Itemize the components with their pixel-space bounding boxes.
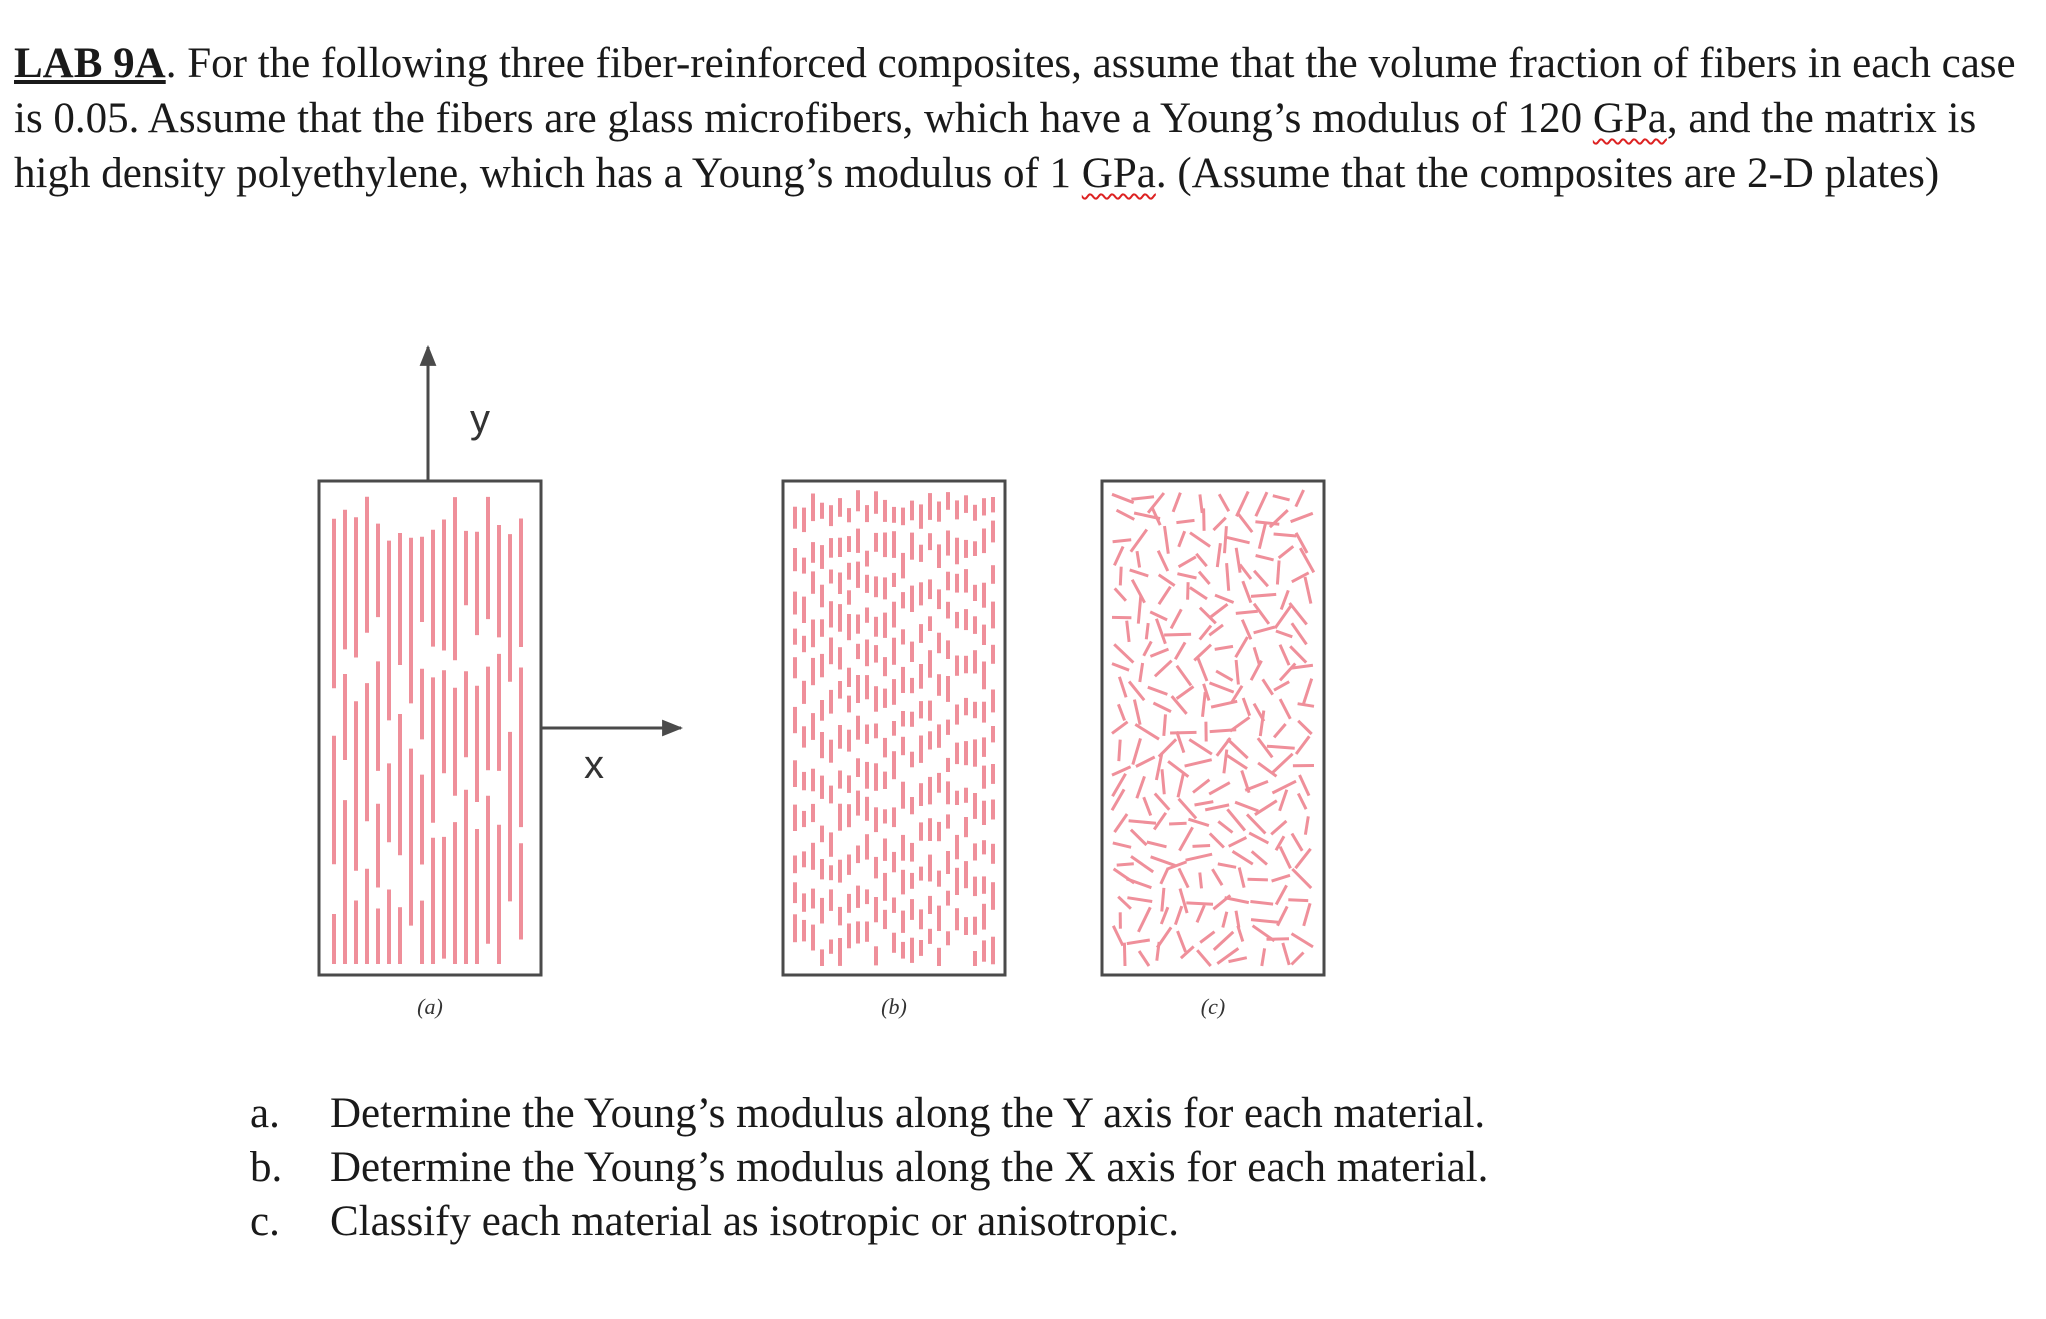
fiber	[1235, 802, 1258, 811]
fiber	[1130, 570, 1149, 576]
fiber	[1254, 604, 1269, 624]
fiber	[1159, 575, 1175, 586]
fiber	[1245, 781, 1268, 790]
fiber	[1272, 875, 1290, 881]
fiber	[1159, 587, 1171, 605]
fiber	[1292, 953, 1304, 965]
fiber	[1240, 565, 1251, 580]
fiber	[1197, 950, 1211, 966]
fiber	[1200, 873, 1202, 889]
fiber	[1298, 721, 1312, 734]
fiber	[1198, 658, 1207, 681]
fiber	[1214, 518, 1226, 530]
fiber	[1139, 951, 1149, 966]
fiber	[1153, 703, 1171, 712]
fiber	[1281, 590, 1288, 609]
fiber	[1113, 926, 1123, 946]
fiber	[1132, 580, 1144, 603]
fiber	[1211, 604, 1228, 617]
fiber	[1236, 911, 1239, 928]
fiber	[1137, 776, 1145, 798]
fiber	[1259, 522, 1266, 549]
fiber	[1233, 851, 1253, 864]
question-list	[250, 1087, 1488, 1249]
fiber	[1115, 814, 1128, 832]
fiber	[1296, 736, 1309, 754]
fiber	[1280, 699, 1290, 719]
fiber	[1175, 906, 1181, 925]
fiber	[1224, 750, 1227, 774]
fiber	[1129, 682, 1144, 701]
fiber	[1131, 497, 1154, 500]
question-marker: a.	[250, 1090, 280, 1137]
fiber	[1131, 856, 1153, 872]
fiber	[1305, 577, 1311, 604]
question-item	[250, 1195, 1488, 1249]
fiber	[1112, 494, 1134, 502]
fiber	[1219, 494, 1229, 511]
fiber	[1177, 687, 1194, 699]
fiber	[1290, 603, 1307, 624]
fiber	[1230, 717, 1249, 731]
fiber	[1162, 769, 1164, 794]
fiber	[1251, 661, 1261, 681]
fiber	[1203, 692, 1206, 717]
fiber	[1148, 687, 1168, 694]
fiber	[1115, 588, 1126, 600]
fiber	[1214, 932, 1234, 950]
fiber	[1178, 774, 1183, 798]
fiber	[1114, 547, 1123, 566]
fibers-c	[1112, 490, 1314, 966]
fiber	[1267, 939, 1290, 940]
fiber	[1140, 663, 1143, 682]
fiber	[1185, 760, 1212, 766]
fiber	[1193, 846, 1211, 847]
fiber	[1227, 756, 1247, 769]
fiber	[1172, 696, 1187, 714]
fiber	[1119, 740, 1120, 762]
fiber	[1150, 649, 1168, 656]
fiber	[1267, 746, 1295, 748]
fiber	[1227, 809, 1245, 830]
fiber	[1158, 551, 1168, 571]
x-axis-label: x	[584, 743, 604, 787]
fiber	[1175, 642, 1185, 659]
fibers-a	[334, 497, 521, 964]
fiber	[1291, 513, 1313, 521]
fiber	[1210, 833, 1224, 847]
fiber	[1133, 738, 1141, 764]
fiber	[1303, 679, 1311, 705]
fiber	[1272, 781, 1296, 793]
fiber	[1252, 851, 1267, 864]
fiber	[1118, 704, 1124, 720]
fiber	[1112, 664, 1129, 671]
fiber	[1205, 805, 1229, 810]
fiber	[1112, 722, 1128, 734]
fiber	[1250, 902, 1273, 905]
fiber	[1225, 898, 1249, 903]
fiber	[1144, 641, 1152, 655]
fiber	[1178, 931, 1186, 952]
fiber	[1292, 869, 1311, 888]
fiber	[1151, 857, 1176, 866]
fiber	[1155, 794, 1170, 810]
fiber	[1276, 631, 1292, 637]
fiber	[1171, 609, 1181, 628]
fiber	[1134, 700, 1140, 725]
question-text: Determine the Young’s modulus along the Y axis for each material.	[330, 1090, 1486, 1137]
fiber	[1190, 533, 1210, 547]
fiber	[1173, 493, 1180, 512]
fiber	[1204, 508, 1205, 530]
fiber	[1292, 834, 1302, 851]
fiber	[1131, 530, 1147, 552]
fiber	[1243, 581, 1251, 603]
fiber	[1256, 556, 1274, 560]
fiber	[1223, 912, 1227, 928]
fiber	[1164, 714, 1166, 736]
fiber	[1229, 958, 1247, 962]
question-marker: c.	[250, 1198, 280, 1245]
fiber	[1138, 596, 1141, 624]
lab-title: LAB 9A	[14, 40, 166, 87]
fiber	[1236, 660, 1238, 685]
fiber	[1127, 879, 1152, 888]
fiber	[1196, 554, 1206, 566]
fiber	[1156, 753, 1162, 780]
fiber	[1188, 819, 1209, 825]
matrix-modulus-unit: GPa	[1081, 150, 1156, 197]
caption-a: (a)	[417, 994, 443, 1019]
fibers-b	[795, 490, 993, 966]
fiber	[1227, 537, 1250, 542]
fiber	[1164, 634, 1191, 635]
question-marker: b.	[250, 1144, 283, 1191]
fiber	[1170, 732, 1196, 733]
fiber	[1131, 830, 1147, 845]
fiber	[1247, 814, 1265, 833]
fiber	[1274, 724, 1286, 737]
fiber	[1127, 898, 1152, 902]
fiber	[1237, 492, 1249, 517]
fiber	[1288, 900, 1308, 901]
fiber	[1275, 605, 1291, 628]
fiber	[1119, 677, 1126, 698]
fiber	[1113, 843, 1131, 847]
panel-b	[783, 481, 1005, 975]
fiber	[1280, 645, 1289, 665]
fiber	[1243, 698, 1250, 716]
fiber	[1127, 621, 1129, 642]
fiber	[1179, 799, 1197, 819]
fiber	[1120, 567, 1121, 586]
fiber	[1304, 903, 1310, 926]
fiber	[1210, 683, 1234, 692]
fiber	[1254, 627, 1275, 633]
fiber	[1215, 595, 1234, 602]
fiber	[1254, 571, 1268, 587]
fiber	[1277, 561, 1279, 585]
fiber	[1238, 513, 1252, 532]
fiber	[1280, 790, 1287, 811]
fiber	[1216, 671, 1233, 680]
question-item	[250, 1141, 1488, 1195]
panel-c	[1102, 481, 1324, 975]
fiber	[1225, 526, 1227, 553]
fiber	[1305, 816, 1308, 834]
fiber	[1218, 821, 1232, 832]
fiber	[1279, 546, 1294, 558]
fiber	[1189, 740, 1212, 755]
fiber	[1274, 682, 1289, 691]
fiber	[1300, 775, 1310, 796]
fiber	[1227, 563, 1229, 591]
fiber	[1186, 903, 1213, 904]
fiber	[1193, 780, 1209, 793]
fiber	[1177, 574, 1196, 578]
fiber	[1180, 827, 1193, 850]
fiber	[1239, 868, 1244, 888]
fiber	[1274, 534, 1297, 536]
fiber	[1280, 664, 1295, 681]
y-axis-label: y	[470, 397, 490, 441]
fiber	[1229, 838, 1247, 847]
fiber	[1179, 868, 1188, 887]
fiber	[1273, 496, 1290, 500]
fiber	[1290, 646, 1306, 662]
caption-c: (c)	[1200, 994, 1226, 1019]
fiber	[1177, 666, 1191, 686]
fiber	[1255, 801, 1277, 815]
fiber	[1298, 704, 1314, 707]
fiber	[1113, 540, 1132, 542]
fiber	[1155, 661, 1172, 677]
fiber	[1179, 531, 1185, 547]
fiber	[1273, 754, 1293, 773]
question-text: Determine the Young’s modulus along the X axis for each material.	[330, 1144, 1489, 1191]
fiber	[1199, 572, 1210, 584]
intro-text-3: . (Assume that the composites are 2-D plates)	[1155, 150, 1940, 197]
fiber	[1263, 679, 1273, 694]
fiber	[1137, 551, 1140, 567]
fiber	[1135, 724, 1159, 739]
fiber	[1296, 849, 1311, 868]
fiber	[1195, 802, 1214, 805]
question-text: Classify each material as isotropic or anisotropic.	[330, 1198, 1179, 1245]
fiber-modulus-unit: GPa	[1592, 95, 1667, 142]
fiber	[1200, 932, 1214, 943]
caption-b: (b)	[881, 994, 907, 1019]
fiber	[1138, 907, 1150, 932]
fiber	[1296, 490, 1304, 507]
fiber	[1169, 823, 1187, 824]
fiber	[1292, 934, 1314, 947]
plate-a-frame	[319, 481, 541, 975]
fiber	[1248, 879, 1268, 880]
fiber	[1190, 588, 1207, 599]
fiber	[1236, 637, 1248, 657]
question-item	[250, 1087, 1488, 1141]
fiber	[1262, 948, 1265, 966]
fiber	[1114, 644, 1133, 662]
fiber	[1197, 905, 1204, 922]
fiber	[1124, 943, 1125, 966]
fiber	[1238, 926, 1243, 942]
fiber	[1188, 582, 1189, 600]
fiber	[1186, 854, 1213, 860]
fiber	[1168, 761, 1188, 776]
fiber	[1276, 885, 1286, 904]
fiber	[1147, 842, 1167, 847]
fiber	[1129, 821, 1156, 823]
fiber	[1271, 821, 1286, 834]
fiber	[1194, 645, 1211, 661]
fiber	[1236, 611, 1258, 613]
fiber	[1127, 940, 1150, 944]
intro-text-1: . For the following three fiber-reinforced composites, assume that the volume fraction of fibers in each case is 0.05. Assume that the fibers are glass microfibers, which have a Young’s modulus of 120	[14, 40, 2016, 142]
fiber	[1251, 920, 1278, 923]
fiber	[1256, 492, 1267, 516]
fiber	[1212, 869, 1222, 885]
fiber	[1211, 701, 1237, 707]
fiber	[1200, 626, 1211, 640]
fiber	[1161, 868, 1168, 884]
fiber	[1227, 739, 1247, 758]
fiber	[1157, 942, 1159, 961]
intro-text-2: , and the matrix is high density polyethylene, which has a Young’s modulus of 1	[14, 95, 1977, 197]
fiber	[1251, 594, 1276, 596]
fiber	[1117, 510, 1135, 519]
fiber	[1176, 520, 1194, 522]
panel-a	[319, 481, 541, 975]
fiber	[1112, 767, 1131, 775]
fiber	[1242, 620, 1251, 640]
fiber	[1249, 833, 1268, 843]
fiber	[1217, 543, 1220, 567]
fiber	[1200, 494, 1202, 513]
fiber	[1136, 757, 1155, 767]
fiber	[1156, 619, 1165, 644]
fiber	[1298, 794, 1306, 810]
fiber	[1162, 888, 1164, 912]
fiber	[1144, 797, 1151, 815]
fiber	[1236, 548, 1240, 573]
fiber	[1154, 813, 1166, 830]
fiber	[1146, 623, 1148, 639]
fiber	[1283, 943, 1289, 965]
fiber	[1292, 623, 1307, 644]
fiber	[1179, 557, 1196, 567]
fiber	[1177, 732, 1184, 753]
fiber	[1215, 646, 1233, 649]
fiber	[1150, 612, 1167, 620]
fiber	[1280, 847, 1290, 869]
fiber	[1165, 526, 1169, 554]
fiber	[1209, 783, 1230, 795]
fiber	[1254, 647, 1260, 665]
fiber	[1218, 864, 1236, 867]
fiber	[1117, 864, 1134, 865]
fiber	[1278, 906, 1288, 925]
